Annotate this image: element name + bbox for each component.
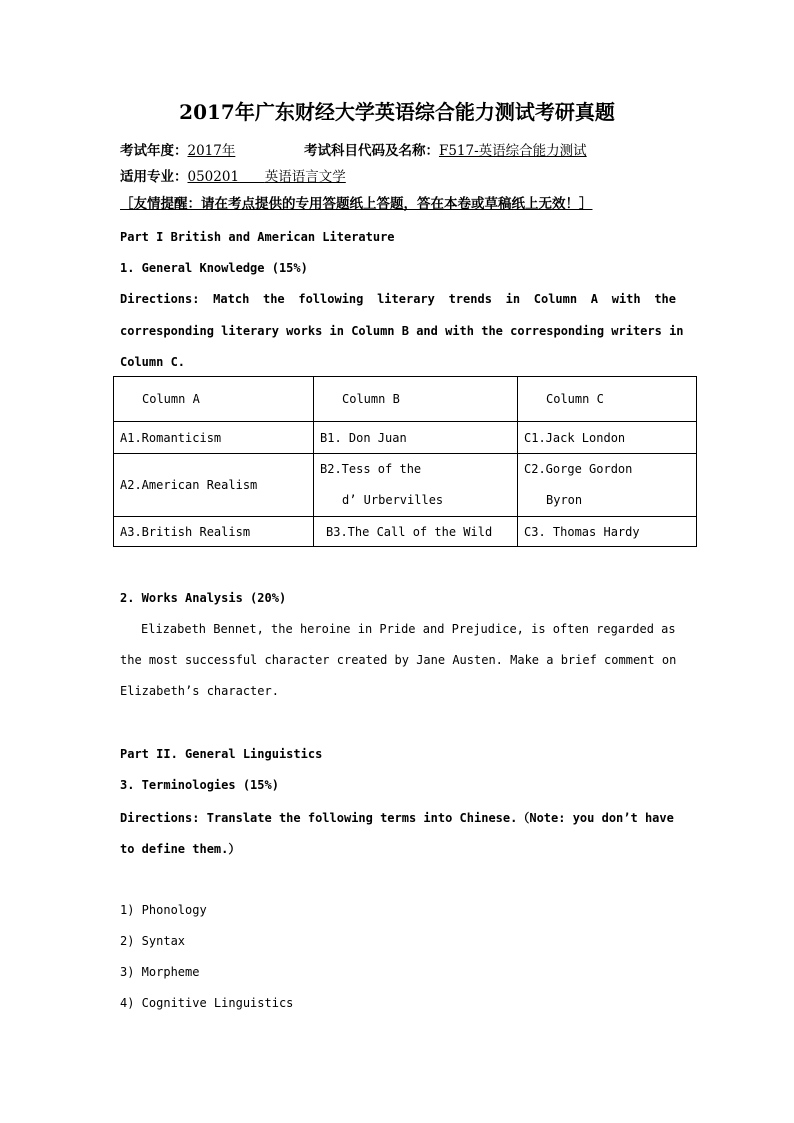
year-label: 考试年度： <box>120 143 188 159</box>
q1-directions-line-1: Directions: Match the following literary trends in Column A with the <box>120 292 676 306</box>
q3-heading: 3. Terminologies (15%) <box>120 778 279 792</box>
matching-table <box>113 376 697 547</box>
q3-directions-line-2: to define them.） <box>120 842 241 856</box>
cell-line: d’ Urbervilles <box>342 493 444 507</box>
part1-heading: Part I British and American Literature <box>120 230 395 244</box>
year-value: 2017年 <box>187 143 236 159</box>
exam-notice: ［友情提醒：请在考点提供的专用答题纸上答题，答在本卷或草稿纸上无效！］ <box>120 196 593 212</box>
major-name: 英语语言文学 <box>264 169 346 185</box>
major-code: 050201 <box>187 169 240 185</box>
column-b-header: Column B <box>342 392 400 406</box>
table-cell: C3. Thomas Hardy <box>518 517 697 547</box>
cell-line: C2.Gorge Gordon <box>524 462 633 476</box>
q2-heading: 2. Works Analysis (20%) <box>120 591 287 605</box>
table-cell: A2.American Realism <box>114 454 314 517</box>
list-item: 3) Morpheme <box>120 965 200 979</box>
page-title: 2017年广东财经大学英语综合能力测试考研真题 <box>179 100 615 124</box>
table-cell: C1.Jack London <box>518 422 697 454</box>
meta-row-2 <box>120 165 346 185</box>
list-item: 1) Phonology <box>120 903 207 917</box>
list-item: 4) Cognitive Linguistics <box>120 996 294 1010</box>
q3-directions-line-1: Directions: Translate the following terms into Chinese.（Note: you don’t have <box>120 811 674 825</box>
subject-value: F517-英语综合能力测试 <box>438 143 587 159</box>
meta-row-1 <box>120 139 587 159</box>
q2-line-3: Elizabeth’s character. <box>120 684 279 698</box>
table-cell-multiline <box>518 454 697 517</box>
major-label: 适用专业： <box>120 169 188 185</box>
table-header-row <box>114 377 697 422</box>
q2-line-2: the most successful character created by Jane Austen. Make a brief comment on <box>120 653 677 667</box>
table-cell: A1.Romanticism <box>114 422 314 454</box>
table-row <box>114 517 697 547</box>
table-cell-multiline <box>314 454 518 517</box>
q1-directions-line-2: corresponding literary works in Column B and with the corresponding writers in <box>120 324 684 338</box>
cell-line: Byron <box>546 493 583 507</box>
table-cell: B1. Don Juan <box>314 422 518 454</box>
q1-heading: 1. General Knowledge (15%) <box>120 261 308 275</box>
q2-line-1: Elizabeth Bennet, the heroine in Pride and Prejudice, is often regarded as <box>141 622 676 636</box>
part2-heading: Part II. General Linguistics <box>120 747 323 761</box>
table-cell: B3.The Call of the Wild <box>314 517 518 547</box>
column-a-header: Column A <box>142 392 200 406</box>
cell-line: B2.Tess of the <box>320 462 422 476</box>
column-c-header: Column C <box>546 392 604 406</box>
list-item: 2) Syntax <box>120 934 186 948</box>
table-cell: A3.British Realism <box>114 517 314 547</box>
table-row <box>114 454 697 517</box>
table-row <box>114 422 697 454</box>
q1-directions-line-3: Column C. <box>120 355 186 369</box>
subject-label: 考试科目代码及名称： <box>303 143 439 159</box>
